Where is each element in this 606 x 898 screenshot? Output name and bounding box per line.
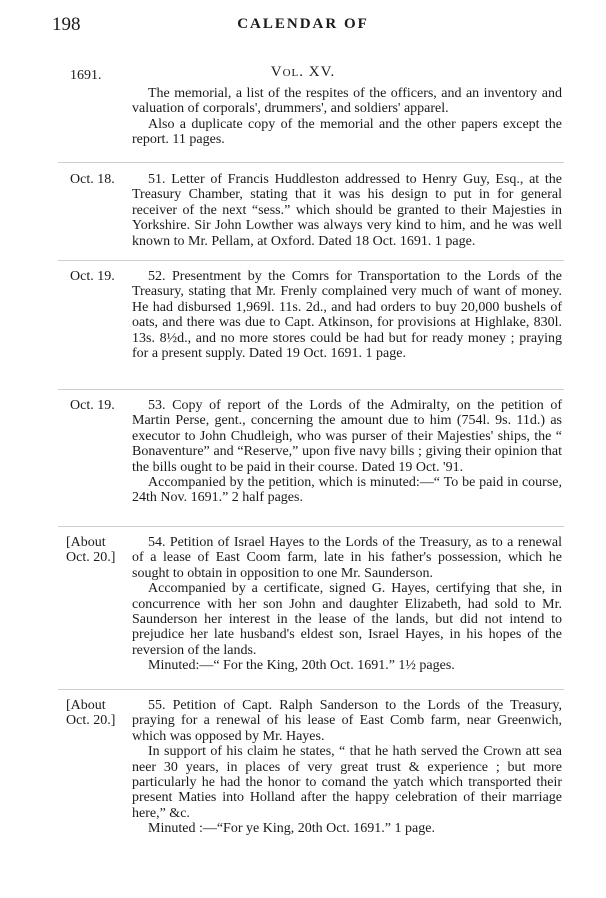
entry-paragraph: 55. Petition of Capt. Ralph Sanderson to the Lords of the Treasury, praying for a renewal of his lease of East Comb farm, near Greenwich, which was opposed by Mr. Hayes. [132,698,562,744]
continuation-paragraph: The memorial, a list of the respites of the officers, and an inventory and valuation of corporals', drummers', and soldiers' apparel. [132,86,562,117]
entry-date: Oct. 19. [70,398,115,413]
page-number: 198 [52,14,81,35]
divider [58,526,564,527]
entry-text [132,269,562,361]
entry-paragraph: Minuted:—“ For the King, 20th Oct. 1691.” 1½ pages. [148,658,455,674]
entry-paragraph: Accompanied by the petition, which is minuted:—“ To be paid in course, 24th Nov. 1691.” 2 half pages. [132,475,562,506]
entry-text [132,535,562,674]
page-header [0,14,606,36]
entry-paragraph: 53. Copy of report of the Lords of the Admiralty, on the petition of Martin Perse, gent., concerning the amount due to him (754l. 9s. 11d.) as executor to John Chudleigh, who was purser of their Majesties' ships, the “ Bonaventure” and “Reserve,” upon five navy bills ; giving their opinion that the bills ought to be paid in their course. Dated 19 Oct. '91. [132,398,562,475]
volume-label: Vol. XV. [270,64,336,80]
entry-date: Oct. 19. [70,269,115,284]
entry-paragraph: Accompanied by a certificate, signed G. Hayes, certifying that she, in concurrence with her son John and daughter Elizabeth, had sold to Mr. Saunderson her interest in the lease of the lands, but did not intend to prejudice her late husband's eldest son, Israel Hayes, in his hopes of the reversion of the lands. [132,581,562,658]
entry-paragraph: In support of his claim he states, “ that he hath served the Crown att sea neer 30 years, in places of very great trust & experience ; but more particularly he had the honor to comand the yatch which transported their present Maties into Holland after the happy celebration of their marriage here,” &c. [132,744,562,821]
entry-date-line1: [About [66,535,106,550]
continuation-text [132,86,562,148]
divider [58,689,564,690]
year-label: 1691. [70,68,102,83]
running-title: CALENDAR OF [237,16,369,32]
entry-date-line1: [About [66,698,106,713]
entry-paragraph: 52. Presentment by the Comrs for Transportation to the Lords of the Treasury, stating that Mr. Frenly complained very much of want of money. He had disbursed 1,969l. 11s. 2d., and had orders to buy 20,000 bushels of oats, and there was due to Capt. Atkinson, for provisions at Highlake, 830l. 13s. 8½d., and no more stores could be had but for ready money ; praying for a present supply. Dated 19 Oct. 1691. 1 page. [132,269,562,362]
entry-date: Oct. 18. [70,172,115,187]
entry-date-line2: Oct. 20.] [66,550,116,565]
entry-paragraph: 54. Petition of Israel Hayes to the Lords of the Treasury, as to a renewal of a lease of East Coom farm, late in his father's possession, which he sought to obtain in opposition to one Mr. Saunderson. [132,535,562,581]
entry-date-line2: Oct. 20.] [66,713,116,728]
divider [58,162,564,163]
entry-paragraph: Minuted :—“For ye King, 20th Oct. 1691.” 1 page. [148,821,435,837]
divider [58,389,564,390]
continuation-paragraph: Also a duplicate copy of the memorial and the other papers except the report. 11 pages. [132,116,562,148]
entry-paragraph: 51. Letter of Francis Huddleston addressed to Henry Guy, Esq., at the Treasury Chamber, stating that it was his design to put in for general receiver of the next “sess.” which should be granted to their Majesties in Yorkshire. Sir John Lowther was always very kind to him, and he was well known to Mr. Pellam, at Oxford. Dated 18 Oct. 1691. 1 page. [132,172,562,249]
entry-text [132,398,562,506]
entry-text [132,698,562,837]
entry-text [132,172,562,249]
divider [58,260,564,261]
